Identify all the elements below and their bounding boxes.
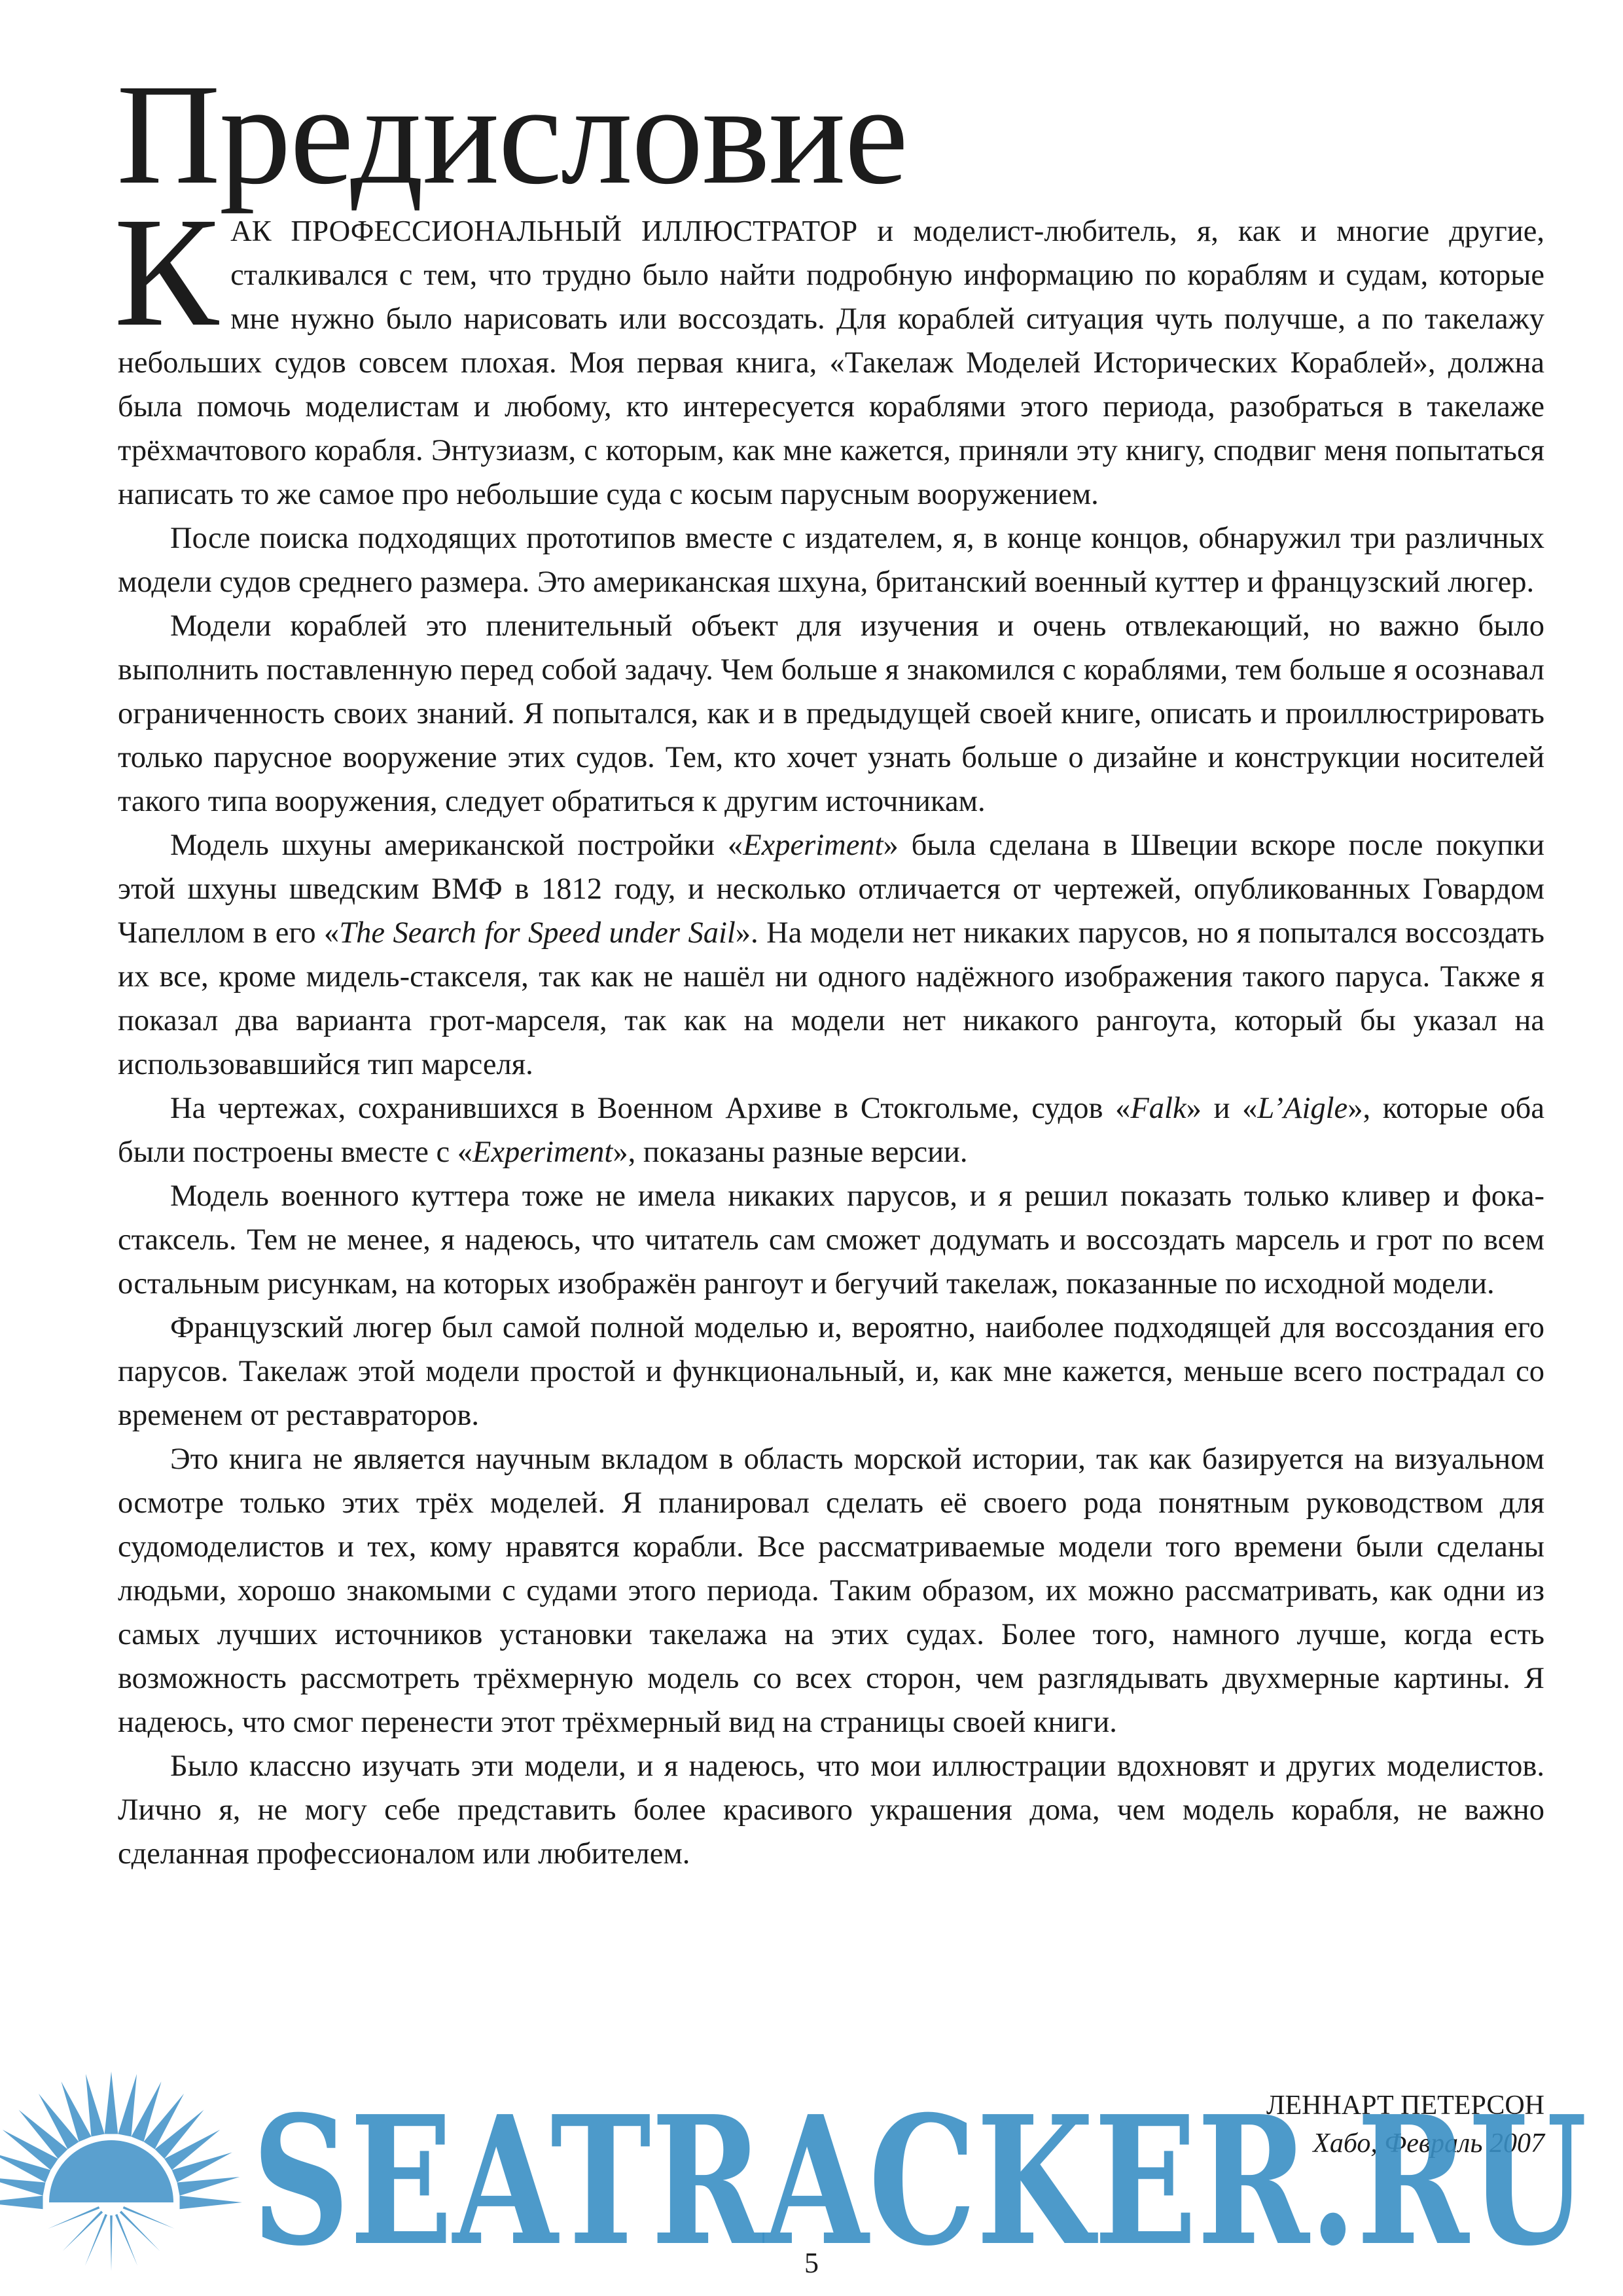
italic-title: The Search for Speed under Sail (339, 916, 736, 950)
italic-title: Experiment (743, 829, 883, 862)
text-run: Было классно изучать эти модели, и я надеюсь, что мои иллюстрации вдохновят и других моделистов. Лично я, не могу себе представить более красивого украшения дома, чем модель корабля, не важно сделанная профессионалом или любителем. (118, 1749, 1544, 1871)
sun-rays (0, 2072, 242, 2271)
text-run: После поиска подходящих прототипов вместе с издателем, я, в конце концов, обнаружил три различных модели судов среднего размера. Это американская шхуна, британский военный куттер и французский люгер. (118, 522, 1544, 599)
text-run: Модель шхуны американской постройки « (170, 829, 743, 862)
text-run: Модели кораблей это пленительный объект для изучения и очень отвлекающий, но важно было выполнить поставленную перед собой задачу. Чем больше я знакомился с кораблями, тем больше я осознавал ограниченность своих знаний. Я попытался, как и в предыдущей своей книге, описать и проиллюстрировать только парусное вооружение этих судов. Тем, кто хочет узнать больше о дизайне и конструкции носителей такого типа вооружения, следует обратиться к другим источникам. (118, 609, 1544, 818)
paragraph-text (118, 215, 1544, 511)
page-number: 5 (804, 2247, 819, 2279)
paragraph-3 (118, 604, 1544, 823)
paragraph-6 (118, 1174, 1544, 1306)
text-run: », показаны разные версии. (613, 1136, 968, 1169)
preface-body (114, 185, 1545, 1876)
text-run: ». На модели нет никаких парусов, но я попытался воссоздать их все, кроме мидель-стакселя, так как не нашёл ни одного надёжного изображения такого паруса. Также я показал два варианта грот-марселя, так как на модели нет никакого рангоута, который бы указал на использовавшийся тип марселя. (118, 916, 1545, 1081)
paragraph-8 (118, 1437, 1544, 1744)
drop-cap: К (114, 185, 219, 359)
text-run: », которые оба были построены вместе с « (118, 1092, 1544, 1169)
author-name: ЛЕННАРТ ПЕТЕРСОН (1266, 2090, 1544, 2121)
italic-title: L’Aigle (1257, 1092, 1348, 1125)
text-run: » была сделана в Швеции вскоре после покупки этой шхуны шведским ВМФ в 1812 году, и несколько отличается от чертежей, опубликованных Говардом Чапеллом в его « (118, 829, 1544, 950)
seatracker-watermark (0, 2052, 1623, 2274)
paragraph-7 (118, 1306, 1544, 1437)
lead-caps: АК ПРОФЕССИОНАЛЬНЫЙ ИЛЛЮСТРАТОР (230, 215, 858, 247)
text-run: Это книга не является научным вкладом в область морской истории, так как базируется на визуальном осмотре только этих трёх моделей. Я планировал сделать её своего рода понятным руководством для судомоделистов и тех, кому нравятся корабли. Все рассматриваемые модели того времени были сделаны людьми, хорошо знакомыми с судами этого периода. Таким образом, их можно рассматривать, как одни из самых лучших источников установки такелажа на этих судах. Более того, намного лучше, когда есть возможность рассмотреть трёхмерную модель со всех сторон, чем разглядывать двухмерные картины. Я надеюсь, что смог перенести этот трёхмерный вид на страницы своей книги. (118, 1443, 1544, 1739)
sun-logo-icon (0, 2072, 242, 2271)
text-run: Французский люгер был самой полной моделью и, вероятно, наиболее подходящей для воссоздания его парусов. Такелаж этой модели простой и функциональный, и, как мне кажется, меньше всего пострадал со временем от реставраторов. (118, 1311, 1544, 1432)
text-run: и моделист-любитель, я, как и многие другие, сталкивался с тем, что трудно было найти подробную информацию по кораблям и судам, которые мне нужно было нарисовать или воссоздать. Для кораблей ситуация чуть получше, а по такелажу небольших судов совсем плохая. Моя первая книга, «Такелаж Моделей Исторических Кораблей», должна была помочь моделистам и любому, кто интересуется кораблями этого периода, разобраться в такелаже трёхмачтового корабля. Энтузиазм, с которым, как мне кажется, приняли эту книгу, сподвиг меня попытаться написать то же самое про небольшие суда с косым парусным вооружением. (118, 215, 1544, 511)
text-run: » и « (1186, 1092, 1258, 1125)
paragraphs (118, 516, 1544, 1876)
paragraph-5 (118, 1086, 1544, 1174)
italic-title: Experiment (473, 1136, 613, 1169)
watermark-text: SEATRACKER.RU (252, 2077, 1587, 2274)
page-title: Предисловие (116, 54, 907, 214)
place-date: Хабо, Февраль 2007 (1313, 2128, 1544, 2159)
italic-title: Falk (1130, 1092, 1186, 1125)
text-run: На чертежах, сохранившихся в Военном Архиве в Стокгольме, судов « (170, 1092, 1131, 1125)
text-run: Модель военного куттера тоже не имела никаких парусов, и я решил показать только кливер и фока-стаксель. Тем не менее, я надеюсь, что читатель сам сможет додумать и воссоздать марсель и грот по всем остальным рисункам, на которых изображён рангоут и бегучий такелаж, показанные по исходной модели. (118, 1179, 1544, 1300)
paragraph-4 (118, 823, 1544, 1086)
paragraph-1 (114, 185, 1544, 516)
paragraph-9 (118, 1744, 1544, 1876)
paragraph-2 (118, 516, 1544, 604)
